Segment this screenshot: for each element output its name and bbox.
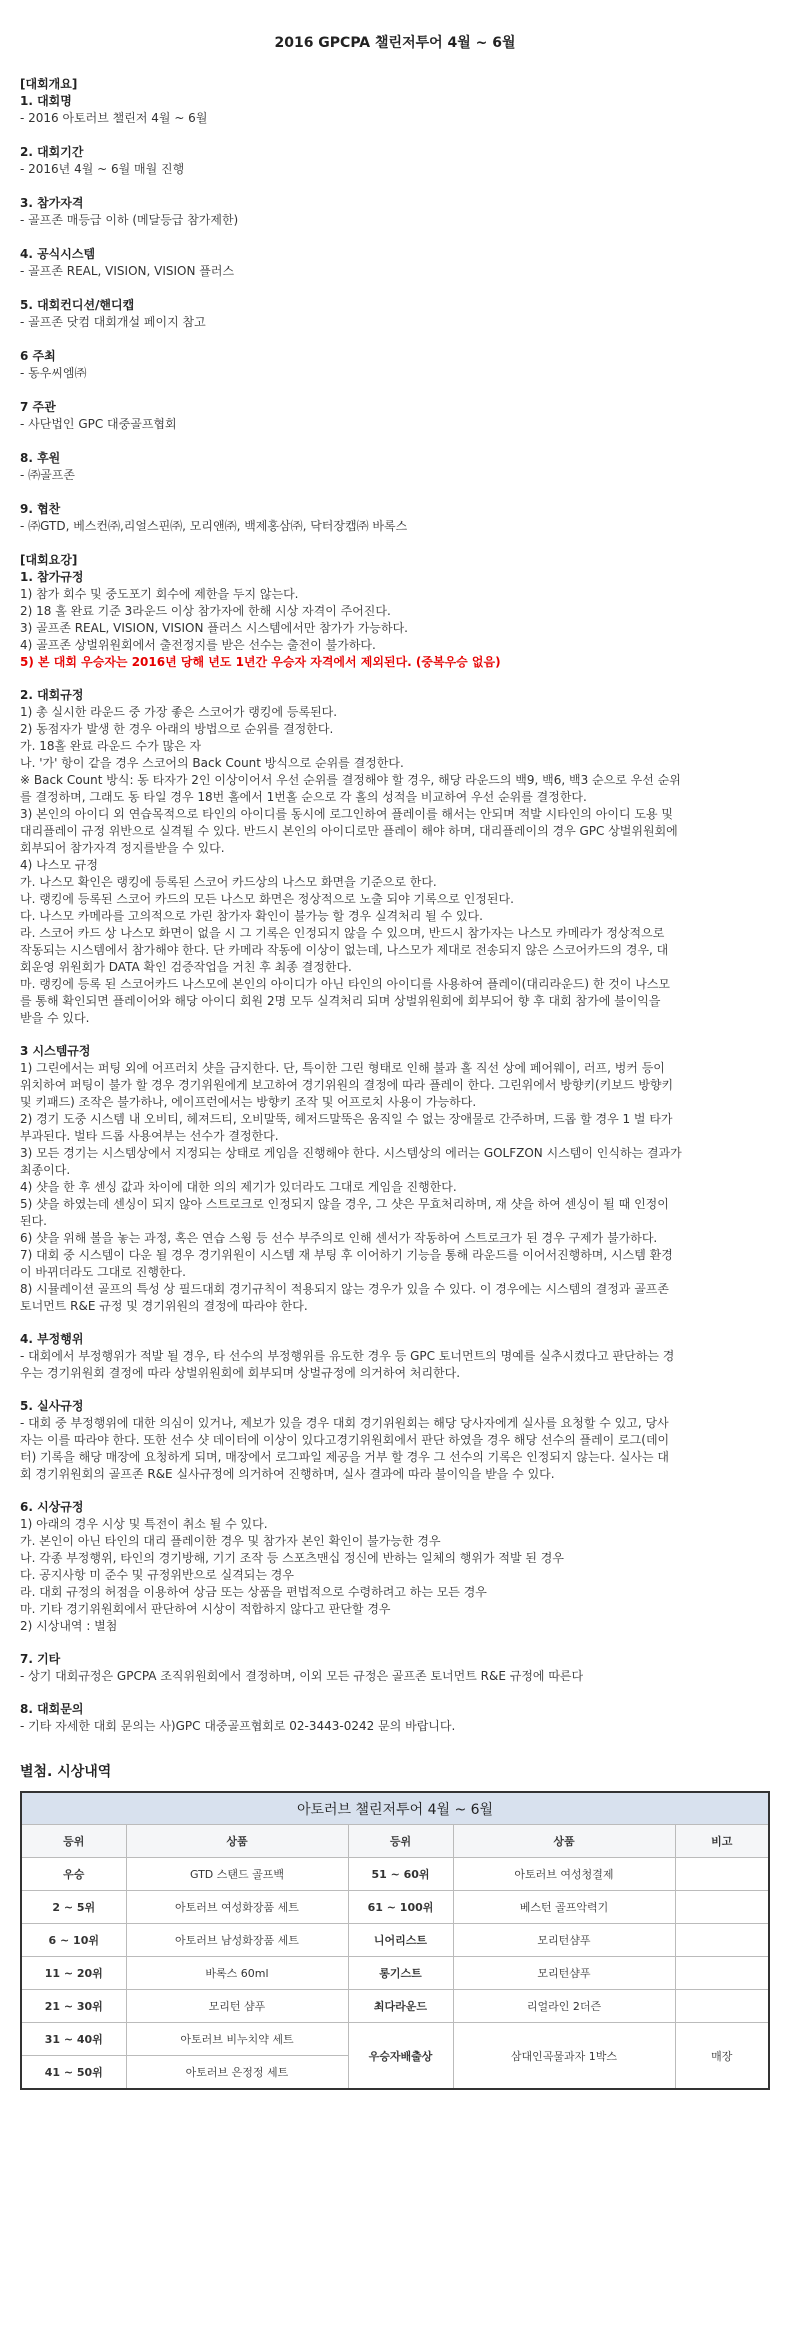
prize-table-row <box>21 1891 769 1924</box>
overview-item-line: - 2016 아토러브 챌린저 4월 ~ 6월 <box>20 111 208 125</box>
annex-title: 별첨. 시상내역 <box>20 1764 112 1780</box>
rules-line: 2) 18 홀 완료 기준 3라운드 이상 참가자에 한해 시상 자격이 주어진다. <box>20 604 391 618</box>
rules-line: 자는 이를 따라야 한다. 또한 선수 샷 데이터에 이상이 있다고경기위원회에서 판단 하였을 경우 해당 선수의 플레이 로그(데이 <box>20 1433 670 1447</box>
rules-line: 부과된다. 벌타 드롭 사용여부는 선수가 결정한다. <box>20 1129 279 1143</box>
overview-item-line: - ㈜골프존 <box>20 468 75 482</box>
rules-line: - 대회 중 부정행위에 대한 의심이 있거나, 제보가 있을 경우 대회 경기위원회는 해당 당사자에게 실사를 요청할 수 있고, 당사 <box>20 1416 669 1430</box>
rules-line: 회 경기위원회의 골프존 R&E 실사규정에 의거하여 진행하며, 실사 결과에 따라 불이익을 받을 수 있다. <box>20 1467 555 1481</box>
rules-section <box>20 552 770 1735</box>
rules-line: 3) 모든 경기는 시스템상에서 지정되는 상태로 게임을 진행해야 한다. 시스템상의 에러는 GOLFZON 시스템이 인식하는 결과가 <box>20 1146 682 1160</box>
rules-line: 최종이다. <box>20 1163 71 1177</box>
rules-line: 나. 랭킹에 등록된 스코어 카드의 모든 나스모 화면은 정상적으로 노출 되야 기록으로 인정된다. <box>20 892 514 906</box>
rules-section <box>20 1398 770 1483</box>
rank-left-cell: 31 ~ 40위 <box>21 2023 126 2056</box>
overview-item-line: - 골프존 닷컴 대회개설 페이지 참고 <box>20 315 206 329</box>
rules-line: 1) 참가 회수 및 중도포기 회수에 제한을 두지 않는다. <box>20 587 299 601</box>
prize-table-row <box>21 1957 769 1990</box>
prize-left-cell: 아토러브 남성화장품 세트 <box>126 1924 348 1957</box>
overview-item-line: - 골프존 매등급 이하 (메달등급 참가제한) <box>20 213 239 227</box>
rules-line: 토너먼트 R&E 규정 및 경기위원의 결정에 따라야 한다. <box>20 1299 308 1313</box>
rules-line: 2) 시상내역 : 별첨 <box>20 1619 118 1633</box>
prize-right-cell: 베스턴 골프악력기 <box>453 1891 675 1924</box>
prize-left-cell: 아토러브 여성화장품 세트 <box>126 1891 348 1924</box>
rank-right-cell: 51 ~ 60위 <box>348 1858 453 1891</box>
overview-item-title: 1. 대회명 <box>20 94 72 108</box>
rules-section-title: 2. 대회규정 <box>20 688 84 702</box>
rules-line: 대리플레이 규정 위반으로 실격될 수 있다. 반드시 본인의 아이디로만 플레이 해야 하며, 대리플레이의 경우 GPC 상벌위원회에 <box>20 824 678 838</box>
prize-table <box>20 1791 770 2090</box>
rules-section <box>20 569 770 671</box>
rules-line: 8) 시뮬레이션 골프의 특성 상 필드대회 경기규칙이 적용되지 않는 경우가 있을 수 있다. 이 경우에는 시스템의 결정과 골프존 <box>20 1282 669 1296</box>
rules-line: - 대회에서 부정행위가 적발 될 경우, 타 선수의 부정행위를 유도한 경우 등 GPC 토너먼트의 명예를 실추시켰다고 판단하는 경 <box>20 1349 675 1363</box>
overview-item-line: - 2016년 4월 ~ 6월 매월 진행 <box>20 162 185 176</box>
overview-item-title: 6 주최 <box>20 349 56 363</box>
prize-table-header-row <box>21 1825 769 1858</box>
overview-item-title: 7 주관 <box>20 400 56 414</box>
rules-line: 작동되는 시스템에서 참가해야 한다. 단 카메라 작동에 이상이 없는데, 나스모가 제대로 전송되지 않은 스코어카드의 경우, 대 <box>20 943 669 957</box>
rules-line: ※ Back Count 방식: 동 타자가 2인 이상이어서 우선 순위를 결정해야 할 경우, 해당 라운드의 백9, 백6, 백3 순으로 우선 순위 <box>20 773 681 787</box>
rules-section-title: 6. 시상규정 <box>20 1500 84 1514</box>
rank-right-cell: 최다라운드 <box>348 1990 453 2023</box>
note-cell <box>675 1957 769 1990</box>
rules-line: 4) 샷을 한 후 센싱 값과 차이에 대한 의의 제기가 있더라도 그대로 게임을 진행한다. <box>20 1180 457 1194</box>
rules-section-title: 7. 기타 <box>20 1652 61 1666</box>
rank-left-cell: 11 ~ 20위 <box>21 1957 126 1990</box>
prize-right-cell: 삼대인곡물과자 1박스 <box>453 2023 675 2090</box>
overview-item-line: - 동우씨엠㈜ <box>20 366 87 380</box>
rules-line: 2) 동점자가 발생 한 경우 아래의 방법으로 순위를 결정한다. <box>20 722 334 736</box>
rules-line: 마. 기타 경기위원회에서 판단하여 시상이 적합하지 않다고 판단할 경우 <box>20 1602 391 1616</box>
prize-left-cell: GTD 스탠드 골프백 <box>126 1858 348 1891</box>
overview-item-title: 9. 협찬 <box>20 502 61 516</box>
prize-table-row <box>21 1924 769 1957</box>
overview-item-line: - ㈜GTD, 베스컨㈜,리얼스핀㈜, 모리앤㈜, 백제홍삼㈜, 닥터장캡㈜ 바록스 <box>20 519 408 533</box>
rules-line: 회운영 위원회가 DATA 확인 검증작업을 거친 후 최종 결정한다. <box>20 960 352 974</box>
rules-line: 받을 수 있다. <box>20 1011 90 1025</box>
rules-line: 4) 나스모 규정 <box>20 858 98 872</box>
prize-table-row <box>21 1990 769 2023</box>
rules-section-title: 1. 참가규정 <box>20 570 84 584</box>
rules-section <box>20 1651 770 1685</box>
rank-left-cell: 21 ~ 30위 <box>21 1990 126 2023</box>
overview-item <box>20 246 770 280</box>
overview-item <box>20 297 770 331</box>
rules-line: 다. 나스모 카메라를 고의적으로 가린 참가자 확인이 불가능 할 경우 실격처리 될 수 있다. <box>20 909 483 923</box>
note-cell <box>675 1990 769 2023</box>
rules-line: 나. 각종 부정행위, 타인의 경기방해, 기기 조작 등 스포츠맨십 정신에 반하는 일체의 행위가 적발 된 경우 <box>20 1551 564 1565</box>
rules-line: 가. 본인이 아닌 타인의 대리 플레이한 경우 및 참가자 본인 확인이 불가능한 경우 <box>20 1534 441 1548</box>
overview-item <box>20 93 770 127</box>
rules-line: 이 바뀌더라도 그대로 진행한다. <box>20 1265 186 1279</box>
rules-line: 마. 랭킹에 등록 된 스코어카드 나스모에 본인의 아이디가 아닌 타인의 아이디를 사용하여 플레이(대리라운드) 한 것이 나스모 <box>20 977 670 991</box>
rules-section-title: 5. 실사규정 <box>20 1399 84 1413</box>
rules-line: 7) 대회 중 시스템이 다운 될 경우 경기위원이 시스템 재 부팅 후 이어하기 기능을 통해 라운드를 이어서진행하며, 시스템 환경 <box>20 1248 673 1262</box>
rules-line: 6) 샷을 위해 볼을 놓는 과정, 혹은 연습 스윙 등 선수 부주의로 인해 센서가 작동하여 스트로크가 된 경우 구제가 불가하다. <box>20 1231 658 1245</box>
rank-right-cell: 우승자배출상 <box>348 2023 453 2090</box>
header-prize-right: 상품 <box>453 1825 675 1858</box>
rules-section <box>20 687 770 1027</box>
overview-item <box>20 450 770 484</box>
rules-section-title: 4. 부정행위 <box>20 1332 84 1346</box>
prize-left-cell: 바록스 60ml <box>126 1957 348 1990</box>
rules-line: 나. '가' 항이 같을 경우 스코어의 Back Count 방식으로 순위를 결정한다. <box>20 756 404 770</box>
rules-line: 3) 본인의 아이디 외 연습목적으로 타인의 아이디를 동시에 로그인하여 플레이를 해서는 안되며 적발 시타인의 아이디 도용 및 <box>20 807 673 821</box>
rules-section <box>20 1701 770 1735</box>
prize-right-cell: 아토러브 여성청결제 <box>453 1858 675 1891</box>
rules-line: 4) 골프존 상벌위원회에서 출전정지를 받은 선수는 출전이 불가하다. <box>20 638 376 652</box>
rules-section <box>20 1331 770 1382</box>
overview-item <box>20 144 770 178</box>
overview-item <box>20 195 770 229</box>
prize-left-cell: 모리턴 샴푸 <box>126 1990 348 2023</box>
header-prize-left: 상품 <box>126 1825 348 1858</box>
rules-section <box>20 1499 770 1635</box>
prize-left-cell: 아토러브 비누치약 세트 <box>126 2023 348 2056</box>
overview-item-title: 8. 후원 <box>20 451 61 465</box>
overview-item-title: 4. 공식시스템 <box>20 247 96 261</box>
prize-table-caption: 아토러브 챌린저투어 4월 ~ 6월 <box>21 1792 769 1825</box>
prize-table-row <box>21 2023 769 2056</box>
rank-right-cell: 니어리스트 <box>348 1924 453 1957</box>
overview-heading: [대회개요] <box>20 77 78 91</box>
prize-left-cell: 아토러브 은정정 세트 <box>126 2056 348 2090</box>
rules-line: 1) 총 실시한 라운드 중 가장 좋은 스코어가 랭킹에 등록된다. <box>20 705 338 719</box>
note-cell: 매장 <box>675 2023 769 2090</box>
rules-section-title: 8. 대회문의 <box>20 1702 84 1716</box>
prize-right-cell: 리얼라인 2더즌 <box>453 1990 675 2023</box>
rules-line: 라. 대회 규정의 허점을 이용하여 상금 또는 상품을 편법적으로 수령하려고 하는 모든 경우 <box>20 1585 487 1599</box>
overview-item-line: - 사단법인 GPC 대중골프협회 <box>20 417 177 431</box>
overview-item <box>20 399 770 433</box>
overview-item-title: 2. 대회기간 <box>20 145 84 159</box>
rules-line: 를 결정하며, 그래도 동 타일 경우 18번 홀에서 1번홀 순으로 각 홀의 성적을 비교하여 우선 순위를 결정한다. <box>20 790 587 804</box>
rules-line: 1) 그린에서는 퍼팅 외에 어프러치 샷을 금지한다. 단, 특이한 그린 형태로 인해 불과 홀 직선 상에 페어웨이, 러프, 벙커 등이 <box>20 1061 665 1075</box>
rules-line: 터) 기록을 해당 매장에 요청하게 되며, 매장에서 로그파일 제공을 거부 할 경우 그 선수의 기록은 인정되지 않는다. 실사는 대 <box>20 1450 669 1464</box>
overview-item <box>20 348 770 382</box>
document-title: 2016 GPCPA 챌린저투어 4월 ~ 6월 <box>274 35 516 51</box>
rank-left-cell: 우승 <box>21 1858 126 1891</box>
rules-line: 가. 나스모 확인은 랭킹에 등록된 스코어 카드상의 나스모 화면을 기준으로 한다. <box>20 875 437 889</box>
rules-line: 가. 18홀 완료 라운드 수가 많은 자 <box>20 739 202 753</box>
rules-section-title: 3 시스템규정 <box>20 1044 91 1058</box>
rules-line: 1) 아래의 경우 시상 및 특전이 취소 될 수 있다. <box>20 1517 268 1531</box>
prize-right-cell: 모리턴샴푸 <box>453 1924 675 1957</box>
note-cell <box>675 1924 769 1957</box>
rank-right-cell: 61 ~ 100위 <box>348 1891 453 1924</box>
note-cell <box>675 1891 769 1924</box>
rules-line: 위치하여 퍼팅이 불가 할 경우 경기위원에게 보고하여 경기위원의 결정에 따라 플레이 한다. 그린위에서 방향키(키보드 방향키 <box>20 1078 674 1092</box>
rules-line: - 상기 대회규정은 GPCPA 조직위원회에서 결정하며, 이외 모든 규정은 골프존 토너먼트 R&E 규정에 따른다 <box>20 1669 584 1683</box>
rank-right-cell: 롱기스트 <box>348 1957 453 1990</box>
rules-line: 라. 스코어 카드 상 나스모 화면이 없을 시 그 기록은 인정되지 않을 수 있으며, 반드시 참가자는 나스모 카메라가 정상적으로 <box>20 926 665 940</box>
rules-line: - 기타 자세한 대회 문의는 사)GPC 대중골프협회로 02-3443-0242 문의 바랍니다. <box>20 1719 456 1733</box>
header-note: 비고 <box>675 1825 769 1858</box>
rules-line: 를 통해 확인되면 플레이어와 해당 아이디 회원 2명 모두 실격처리 되며 상벌위원회에 회부되어 향 후 대회 참가에 불이익을 <box>20 994 661 1008</box>
rules-line: 다. 공지사항 미 준수 및 규정위반으로 실격되는 경우 <box>20 1568 294 1582</box>
prize-table-row <box>21 1858 769 1891</box>
rules-heading: [대회요강] <box>20 553 78 567</box>
header-rank-left: 등위 <box>21 1825 126 1858</box>
rules-line: 2) 경기 도중 시스템 내 오비티, 헤져드티, 오비말뚝, 헤저드말뚝은 움직일 수 없는 장애물로 간주하며, 드롭 할 경우 1 벌 타가 <box>20 1112 673 1126</box>
overview-item <box>20 501 770 535</box>
header-rank-right: 등위 <box>348 1825 453 1858</box>
overview-section <box>20 76 770 535</box>
rules-line: 및 키패드) 조작은 불가하나, 에이프런에서는 방향키 조작 및 어프로치 사용이 가능하다. <box>20 1095 477 1109</box>
rules-line: 된다. <box>20 1214 47 1228</box>
rules-warning-line: 5) 본 대회 우승자는 2016년 당해 년도 1년간 우승자 자격에서 제외된다. (중복우승 없음) <box>20 655 501 669</box>
rules-line: 회부되어 참가자격 정지를받을 수 있다. <box>20 841 225 855</box>
prize-right-cell: 모리턴샴푸 <box>453 1957 675 1990</box>
rank-left-cell: 6 ~ 10위 <box>21 1924 126 1957</box>
rules-line: 우는 경기위원회 결정에 따라 상벌위원회에 회부되며 상벌규정에 의거하여 처리한다. <box>20 1366 461 1380</box>
rules-line: 3) 골프존 REAL, VISION, VISION 플러스 시스템에서만 참가가 가능하다. <box>20 621 408 635</box>
rank-left-cell: 2 ~ 5위 <box>21 1891 126 1924</box>
note-cell <box>675 1858 769 1891</box>
rules-section <box>20 1043 770 1315</box>
rules-line: 5) 샷을 하였는데 센싱이 되지 않아 스트로크로 인정되지 않을 경우, 그 샷은 무효처리하며, 재 샷을 하여 센싱이 될 때 인정이 <box>20 1197 669 1211</box>
rank-left-cell: 41 ~ 50위 <box>21 2056 126 2090</box>
overview-item-title: 5. 대회컨디션/핸디캡 <box>20 298 135 312</box>
overview-item-line: - 골프존 REAL, VISION, VISION 플러스 <box>20 264 235 278</box>
overview-item-title: 3. 참가자격 <box>20 196 84 210</box>
